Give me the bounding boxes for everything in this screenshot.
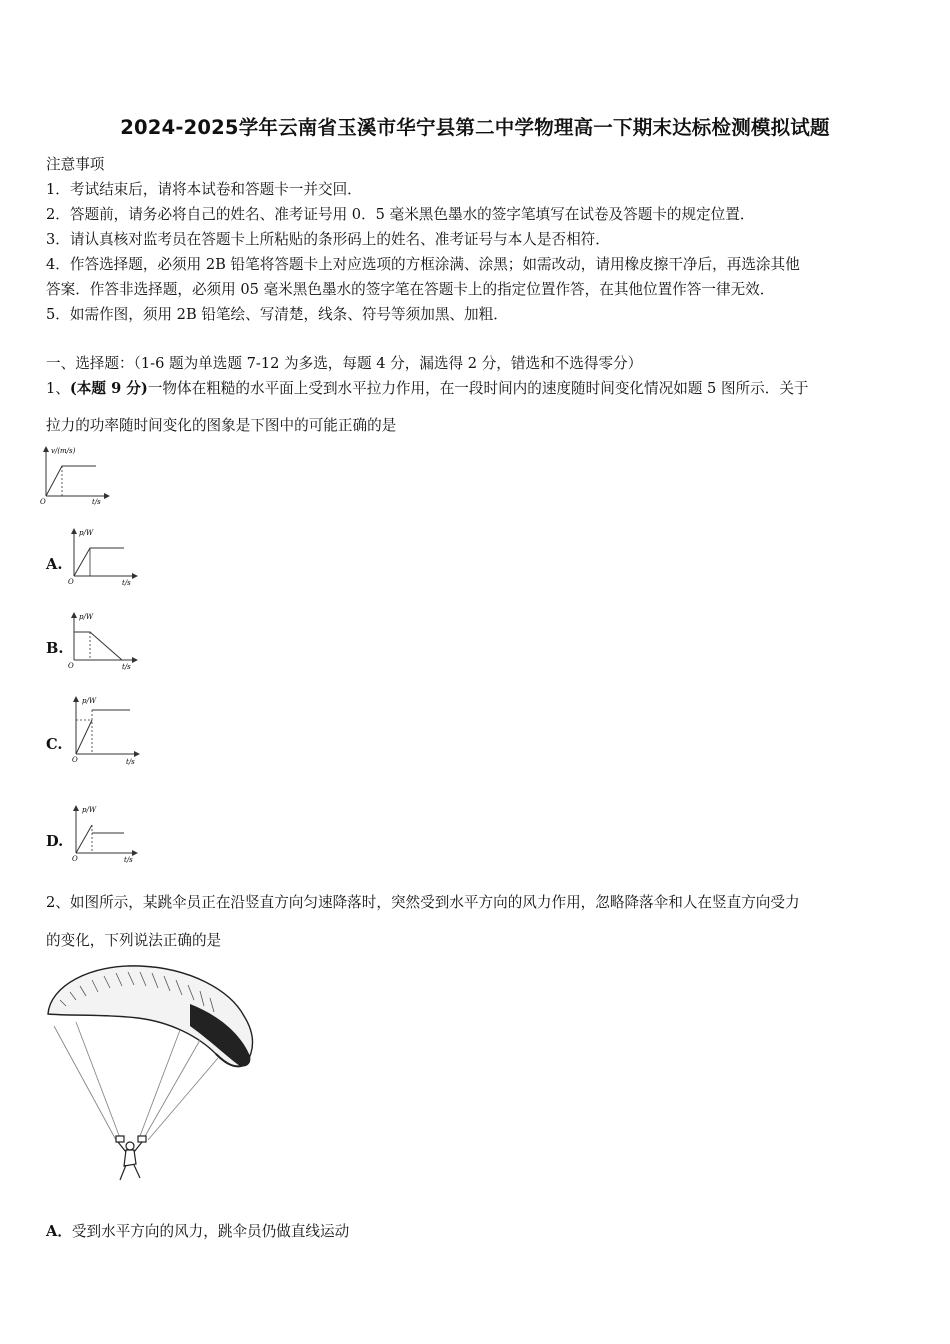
graph-x-label: t/s: [92, 498, 101, 506]
graph-y-label: p/W: [82, 697, 97, 705]
option-d-label[interactable]: D.: [46, 833, 64, 850]
question-2-line-2: 的变化，下列说法正确的是: [46, 932, 222, 949]
notice-item: 1．考试结束后，请将本试卷和答题卡一并交回．: [46, 181, 362, 198]
graph-x-label: t/s: [122, 663, 131, 671]
graph-origin: O: [72, 756, 78, 764]
option-c-graph[interactable]: [70, 694, 142, 768]
option-label: A．: [46, 1223, 72, 1240]
velocity-time-graph: [40, 444, 112, 506]
graph-x-label: t/s: [122, 579, 131, 587]
graph-x-label: t/s: [124, 856, 133, 864]
option-a-label[interactable]: A.: [46, 556, 63, 573]
notice-item: 4．作答选择题，必须用 2B 铅笔将答题卡上对应选项的方框涂满、涂黑；如需改动，请用橡皮擦干净后，再选涂其他: [46, 256, 800, 273]
option-text: 受到水平方向的风力，跳伞员仍做直线运动: [71, 1223, 350, 1240]
question-2-line-1: 2、如图所示，某跳伞员正在沿竖直方向匀速降落时，突然受到水平方向的风力作用，忽略降落伞和人在竖直方向受力: [46, 894, 800, 911]
graph-origin: O: [68, 662, 74, 670]
notice-item: 5．如需作图，须用 2B 铅笔绘、写清楚，线条、符号等须加黑、加粗．: [46, 306, 508, 323]
question-tag: (本题 9 分): [69, 380, 148, 397]
option-c-label[interactable]: C.: [46, 736, 63, 753]
question-2-option-a[interactable]: [46, 1220, 349, 1241]
notice-item: 2．答题前，请务必将自己的姓名、准考证号用 0．5 毫米黑色墨水的签字笔填写在试卷及答题卡的规定位置．: [46, 206, 755, 223]
question-text: 一物体在粗糙的水平面上受到水平拉力作用，在一段时间内的速度随时间变化情况如题 5 图所示．关于: [147, 380, 809, 397]
graph-y-label: p/W: [79, 613, 94, 621]
graph-y-label: p/W: [79, 529, 94, 537]
option-b-graph[interactable]: [68, 610, 140, 672]
graph-y-label: p/W: [82, 806, 97, 814]
notice-item: 3．请认真核对监考员在答题卡上所粘贴的条形码上的姓名、准考证号与本人是否相符．: [46, 231, 610, 248]
option-b-label[interactable]: B.: [46, 640, 64, 657]
question-1-line-2: 拉力的功率随时间变化的图象是下图中的可能正确的是: [46, 417, 397, 434]
notice-item: 答案．作答非选择题，必须用 05 毫米黑色墨水的签字笔在答题卡上的指定位置作答，在其他位置作答一律无效．: [46, 281, 775, 298]
question-number: 1、: [46, 380, 70, 397]
parachute-illustration: [40, 960, 270, 1190]
question-1-line-1: [46, 377, 809, 398]
page-title: 2024-2025学年云南省玉溪市华宁县第二中学物理高一下期末达标检测模拟试题: [120, 116, 830, 139]
option-d-graph[interactable]: [70, 803, 142, 865]
graph-origin: O: [68, 578, 74, 586]
section-heading: 一、选择题：（1-6 题为单选题 7-12 为多选，每题 4 分，漏选得 2 分，错选和不选得零分）: [46, 355, 643, 372]
graph-y-label: v/(m/s): [51, 447, 76, 455]
graph-x-label: t/s: [126, 758, 135, 766]
graph-origin: O: [72, 855, 78, 863]
graph-origin: O: [40, 498, 46, 506]
option-a-graph[interactable]: [68, 526, 140, 588]
notice-heading: 注意事项: [46, 156, 105, 173]
